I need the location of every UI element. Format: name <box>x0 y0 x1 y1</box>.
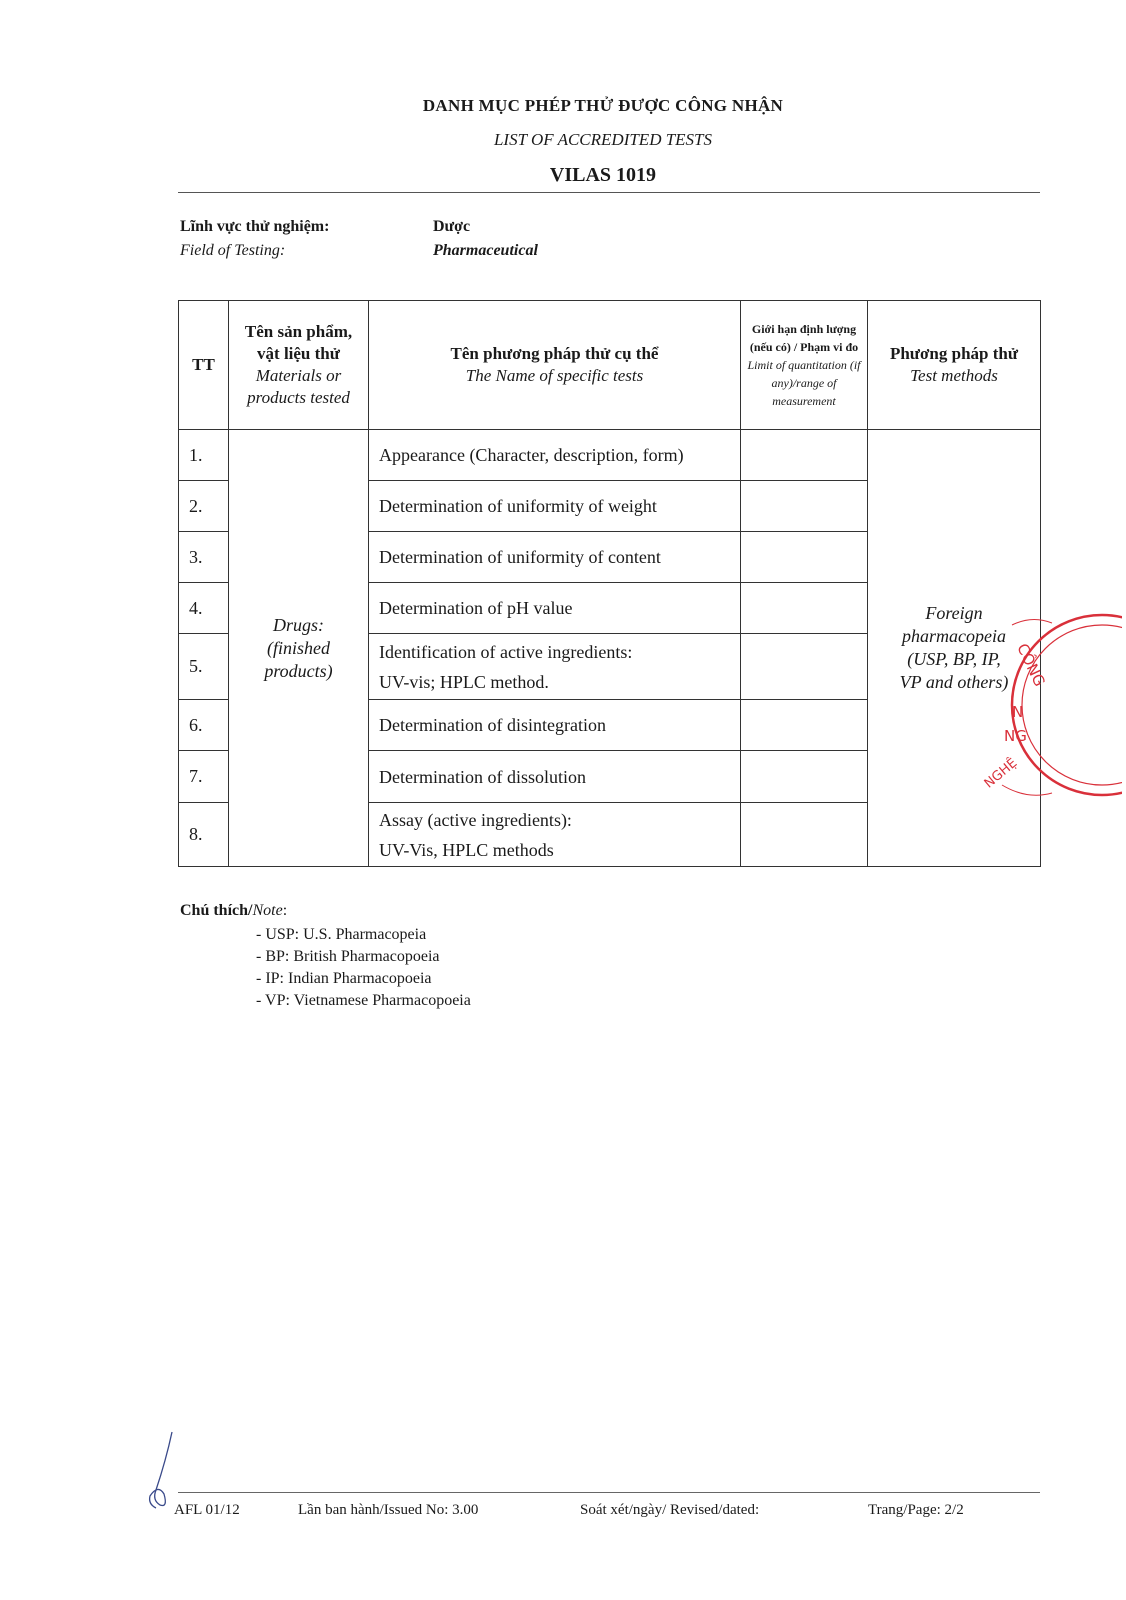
list-item: - IP: Indian Pharmacopoeia <box>256 970 432 987</box>
red-stamp-icon <box>972 605 1122 805</box>
limit-cell <box>741 532 868 583</box>
header-method: Phương pháp thử Test methods <box>868 301 1041 430</box>
test-name: Determination of pH value <box>369 583 741 634</box>
test-name: Determination of disintegration <box>369 700 741 751</box>
row-number: 4. <box>179 583 229 634</box>
method-line: (USP, BP, IP, <box>907 649 1001 669</box>
table-header-row <box>179 301 1041 430</box>
list-item: - USP: U.S. Pharmacopeia <box>256 926 427 943</box>
table-row <box>179 430 1041 481</box>
list-item: - BP: British Pharmacopoeia <box>256 948 440 965</box>
title-vietnamese: DANH MỤC PHÉP THỬ ĐƯỢC CÔNG NHẬN <box>422 96 784 115</box>
notes-title-colon: : <box>282 902 288 919</box>
field-label-vn: Lĩnh vực thử nghiệm: <box>180 218 330 235</box>
limit-cell <box>741 430 868 481</box>
signature-icon <box>142 1430 182 1510</box>
footer-issued: Lần ban hành/Issued No: 3.00 <box>298 1502 479 1518</box>
notes-title-vn: Chú thích/ <box>180 902 253 919</box>
header-tt: TT <box>179 301 229 430</box>
method-line: VP and others) <box>899 672 1009 692</box>
footer-revised: Soát xét/ngày/ Revised/dated: <box>580 1502 760 1518</box>
field-value-en: Pharmaceutical <box>433 242 538 259</box>
stamp-hatch <box>1012 619 1052 625</box>
header-divider <box>178 192 1040 193</box>
row-number: 8. <box>179 803 229 867</box>
limit-cell <box>741 481 868 532</box>
test-name: Determination of uniformity of content <box>369 532 741 583</box>
limit-cell <box>741 700 868 751</box>
test-name <box>369 634 741 700</box>
test-line: Assay (active ingredients): <box>379 809 572 830</box>
limit-cell <box>741 803 868 867</box>
notes-title <box>180 902 287 920</box>
stamp-text: N <box>1012 703 1024 721</box>
stamp-hatch <box>1002 785 1052 795</box>
product-line: products) <box>264 660 333 681</box>
row-number: 7. <box>179 751 229 803</box>
product-cell <box>229 430 369 867</box>
field-label-en: Field of Testing: <box>180 242 286 259</box>
footer-page: Trang/Page: 2/2 <box>868 1502 964 1518</box>
method-line: Foreign <box>925 603 983 623</box>
notes-title-en: Note <box>252 902 283 919</box>
stamp-text: CÔNG <box>1013 640 1049 690</box>
limit-cell <box>741 751 868 803</box>
row-number: 1. <box>179 430 229 481</box>
test-name: Determination of dissolution <box>369 751 741 803</box>
vilas-code: VILAS 1019 <box>549 164 657 186</box>
header-limit: Giới hạn định lượng (nếu có) / Phạm vi đo Limit of quantitation (if any)/range of measurement <box>741 301 868 430</box>
title-english: LIST OF ACCREDITED TESTS <box>493 130 713 149</box>
list-item: - VP: Vietnamese Pharmacopoeia <box>256 992 471 1009</box>
header-product: Tên sản phẩm, vật liệu thử Materials or products tested <box>229 301 369 430</box>
footer-divider <box>178 1492 1040 1493</box>
row-number: 2. <box>179 481 229 532</box>
test-name: Determination of uniformity of weight <box>369 481 741 532</box>
product-line: Drugs: <box>272 614 324 635</box>
test-line: Identification of active ingredients: <box>379 641 633 662</box>
row-number: 3. <box>179 532 229 583</box>
test-line: UV-Vis, HPLC methods <box>379 839 554 860</box>
method-line: pharmacopeia <box>902 626 1006 646</box>
accredited-tests-table <box>178 300 1041 867</box>
limit-cell <box>741 583 868 634</box>
stamp-text: NG <box>1004 727 1027 745</box>
product-line: (finished <box>267 637 330 658</box>
stamp-text: NGHỆ <box>981 755 1021 792</box>
stamp-inner-ring <box>1022 625 1122 785</box>
field-value-vn: Dược <box>433 218 471 235</box>
header-test-name: Tên phương pháp thử cụ thể The Name of specific tests <box>369 301 741 430</box>
limit-cell <box>741 634 868 700</box>
row-number: 6. <box>179 700 229 751</box>
test-name: Appearance (Character, description, form) <box>369 430 741 481</box>
test-line: UV-vis; HPLC method. <box>379 671 549 692</box>
test-name <box>369 803 741 867</box>
notes-list <box>256 924 471 1012</box>
footer-form-code: AFL 01/12 <box>174 1502 240 1518</box>
row-number: 5. <box>179 634 229 700</box>
